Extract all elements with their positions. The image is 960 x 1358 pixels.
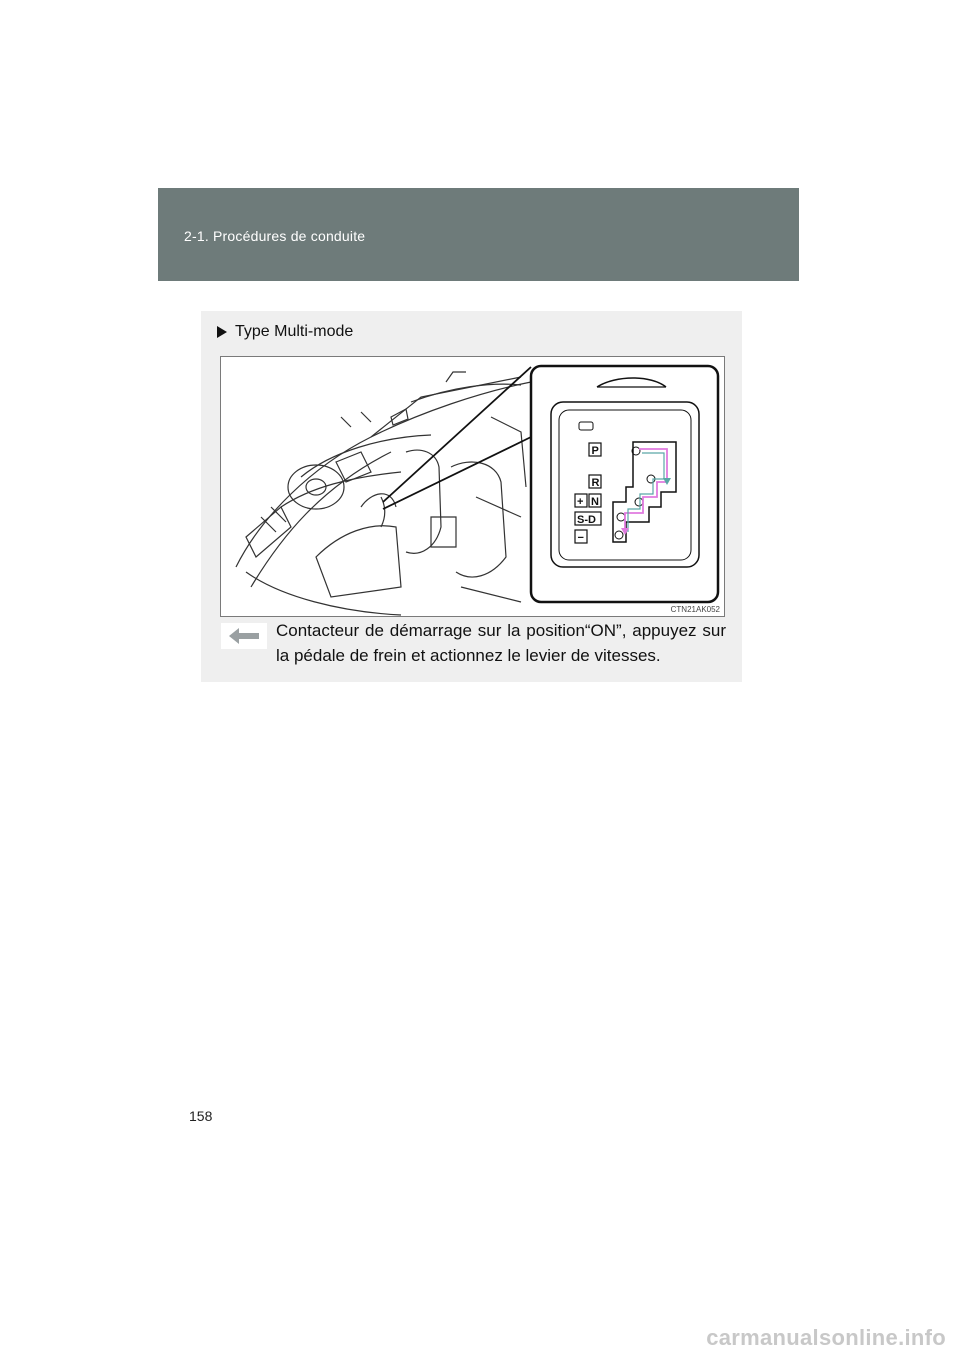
instruction-text: Contacteur de démarrage sur la position“ON”, appuyez sur la pédale de frein et actionnez le levier de vitesses. [276, 621, 726, 665]
section-title: 2-1. Procédures de conduite [184, 228, 366, 244]
car-interior-illustration [221, 357, 724, 616]
page-number: 158 [189, 1108, 213, 1124]
figure-code: CTN21AK052 [670, 605, 720, 614]
gate-label-plus: + [577, 496, 584, 508]
bullet-triangle-icon [217, 326, 227, 338]
gate-label-sd: S-D [577, 514, 596, 526]
watermark: carmanualsonline.info [706, 1325, 946, 1350]
arrow-left-icon [229, 628, 259, 644]
gate-label-minus: − [577, 532, 584, 544]
gate-label-r: R [591, 477, 600, 489]
header-band [158, 188, 799, 281]
section-heading [217, 323, 353, 341]
content-panel [201, 311, 742, 682]
leader-line [383, 437, 531, 509]
illustration [220, 356, 725, 617]
section-heading-text: Type Multi-mode [235, 323, 354, 340]
gate-label-n: N [591, 496, 599, 508]
arrow-left-badge [221, 623, 267, 649]
leader-line [383, 367, 531, 502]
gate-label-p: P [591, 445, 599, 457]
